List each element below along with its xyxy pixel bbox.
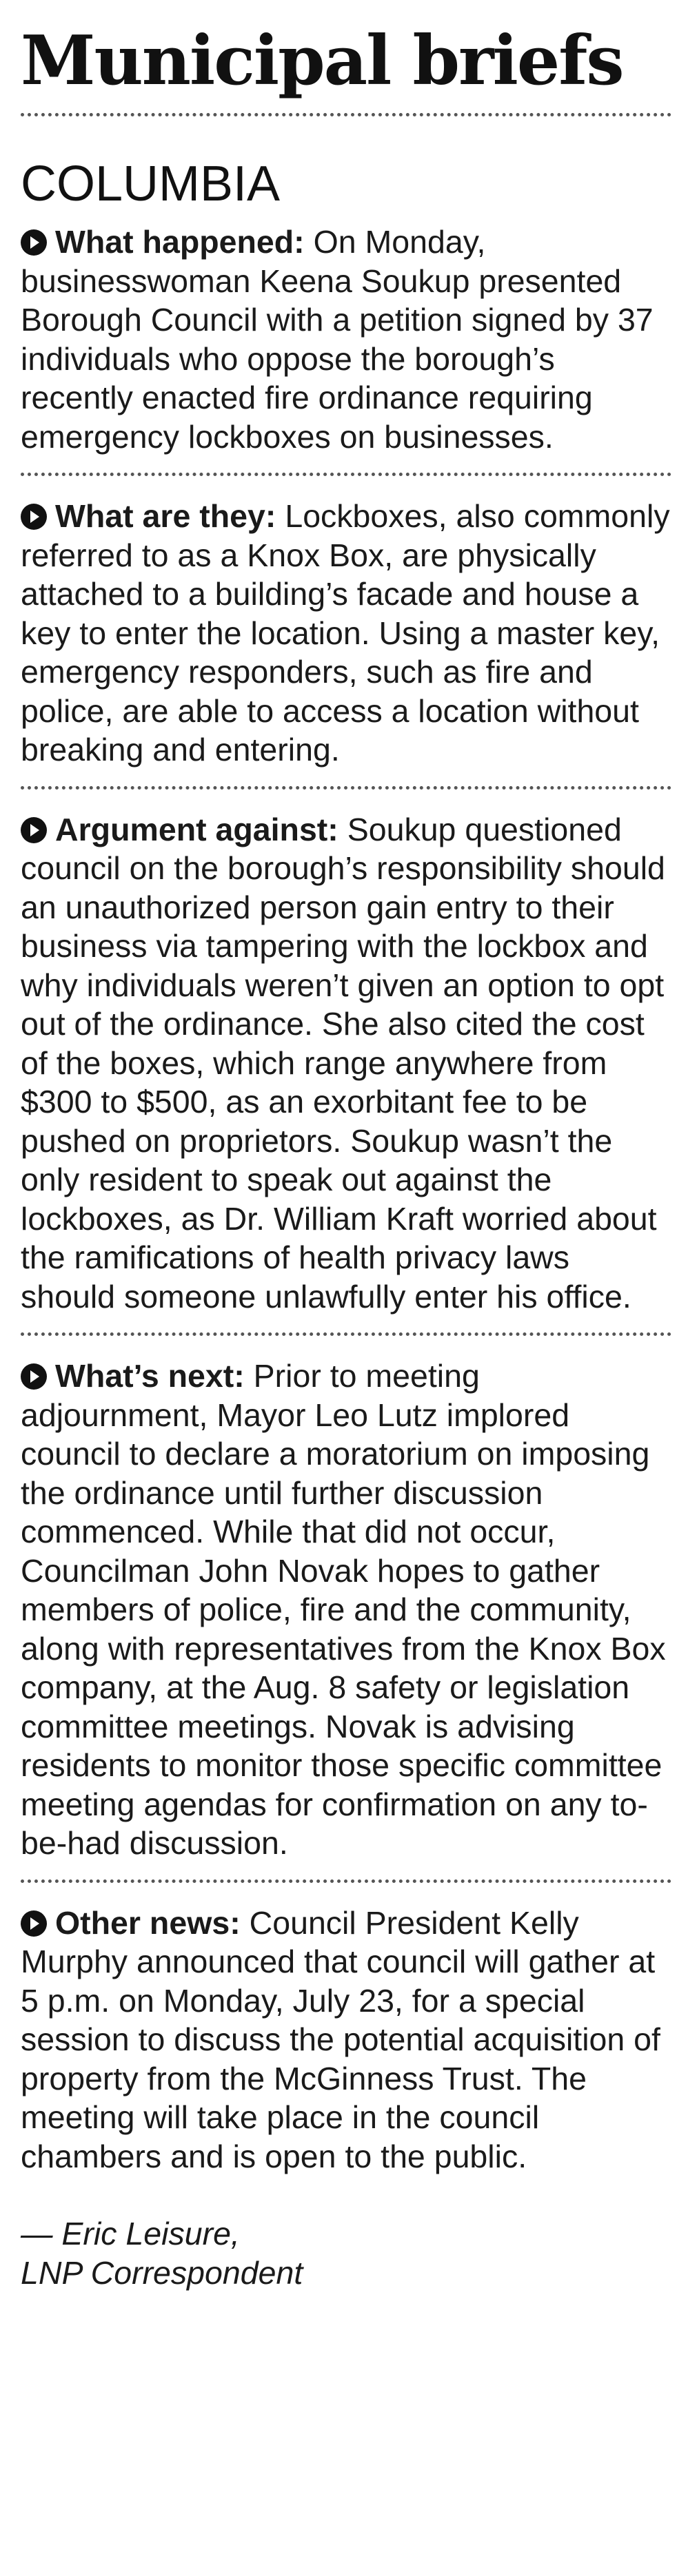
brief-body: On Monday, businesswoman Keena Soukup presented Borough Council with a petition signed by 37 individuals who oppose the borough’s recently enacted fire ordinance requiring emergency lockboxes on businesses.: [21, 224, 654, 455]
brief-body: Prior to meeting adjournment, Mayor Leo Lutz implored council to declare a moratorium on imposing the ordinance until further discussion commenced. While that did not occur, Councilman John Novak hopes to gather members of police, fire and the community, along with representatives from the Knox Box company, at the Aug. 8 safety or legislation committee meetings. Novak is advising residents to monitor those specific committee meeting agendas for confirmation on any to-be-had discussion.: [21, 1358, 666, 1861]
brief-whats-next: [21, 1357, 671, 1863]
brief-other-news: [21, 1904, 671, 2176]
brief-lead: Argument against:: [55, 811, 338, 847]
brief-paragraph: [21, 497, 671, 770]
play-circle-icon: [21, 1363, 47, 1390]
page-title: Municipal briefs: [21, 21, 623, 101]
brief-lead: What are they:: [55, 498, 276, 534]
play-circle-icon: [21, 229, 47, 256]
brief-paragraph: [21, 810, 671, 1317]
section-divider: [21, 473, 671, 476]
play-circle-icon: [21, 817, 47, 843]
brief-what-happened: [21, 223, 671, 456]
brief-body: Council President Kelly Murphy announced that council will gather at 5 p.m. on Monday, July 23, for a special session to discuss the potential acquisition of property from the McGinness Trust. The meeting will take place in the council chambers and is open to the public.: [21, 1904, 660, 2174]
brief-lead: What’s next:: [55, 1358, 245, 1394]
section-divider: [21, 786, 671, 790]
brief-lead: Other news:: [55, 1904, 241, 1941]
section-divider: [21, 1332, 671, 1336]
brief-paragraph: [21, 223, 671, 456]
brief-body: Lockboxes, also commonly referred to as a Knox Box, are physically attached to a building’s facade and house a key to enter the location. Using a master key, emergency responders, such as fire and police, are able to access a location without breaking and entering.: [21, 498, 670, 767]
byline: [21, 2214, 671, 2292]
byline-author: — Eric Leisure,: [21, 2216, 240, 2252]
play-circle-icon: [21, 504, 47, 530]
play-circle-icon: [21, 1910, 47, 1937]
brief-body: Soukup questioned council on the borough’s responsibility should an unauthorized person gain entry to their business via tampering with the lockbox and why individuals weren’t given an option to opt out of the ordinance. She also cited the cost of the boxes, which range anywhere from $300 to $500, as an exorbitant fee to be pushed on proprietors. Soukup wasn’t the only resident to speak out against the lockboxes, as Dr. William Kraft worried about the ramifications of health privacy laws should someone unlawfully enter his office.: [21, 811, 665, 1315]
dateline: COLUMBIA: [21, 156, 281, 212]
section-divider: [21, 1879, 671, 1883]
brief-what-are-they: [21, 497, 671, 770]
brief-argument-against: [21, 810, 671, 1317]
brief-paragraph: [21, 1904, 671, 2176]
title-divider: [21, 113, 671, 116]
byline-role: LNP Correspondent: [21, 2254, 303, 2291]
brief-lead: What happened:: [55, 224, 305, 260]
brief-paragraph: [21, 1357, 671, 1863]
